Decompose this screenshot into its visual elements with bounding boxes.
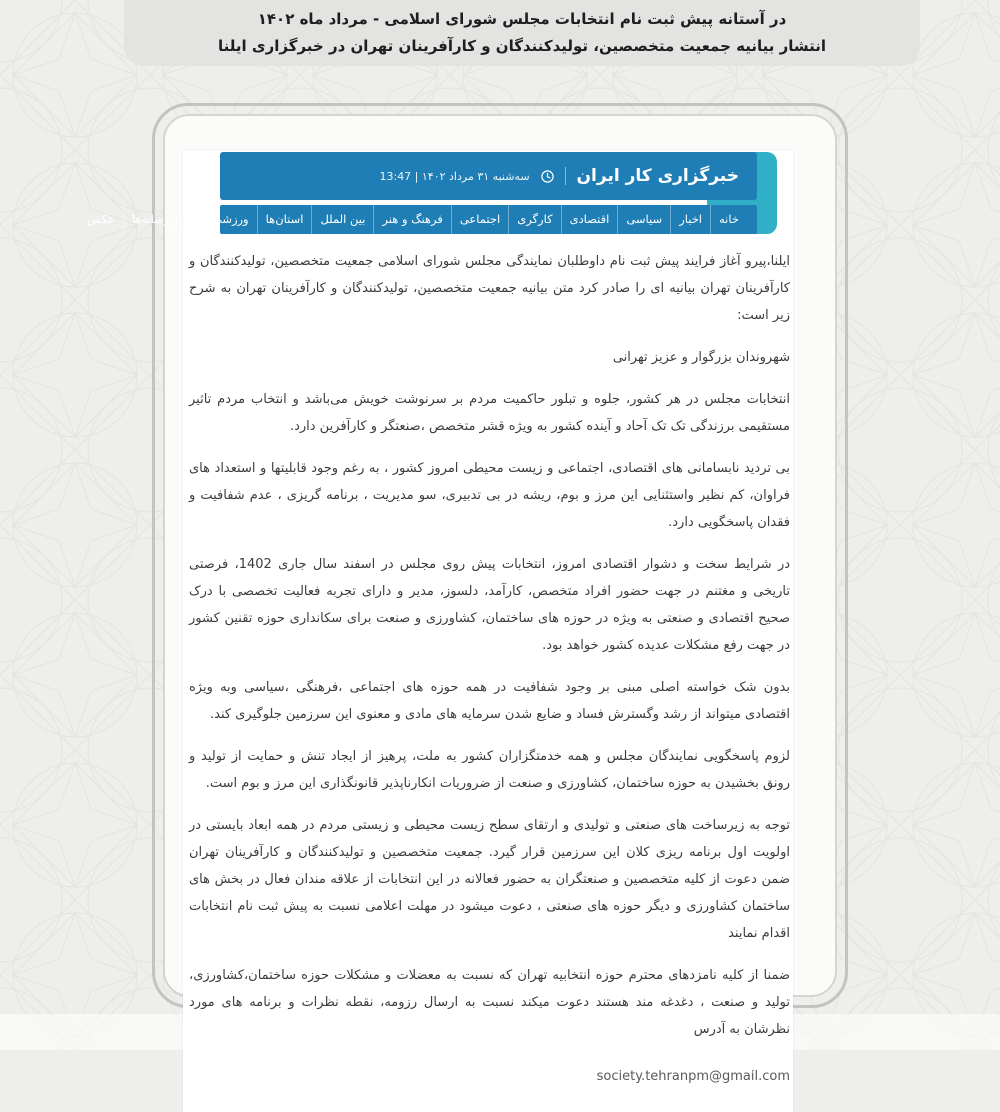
nav-item-economy[interactable]: اقتصادی	[561, 205, 618, 234]
article-paragraph: توجه به زیرساخت های صنعتی و تولیدی و ارتقای سطح زیست محیطی و زیستی مردم در همه ابعاد بایستی در اولویت اول برنامه ریزی کلان این سرزمین قرار گیرد. جمعیت متخصصین و تولیدکنندگان و کارآفرینان تهران ضمن دعوت از کلیه متخصصین و صنعتگران به حضور فعالانه در این انتخابات از علاقه مندان فعال در بخش های ساختمان کشاورزی و دیگر حوزه های صنعتی ، دعوت میشود در مهلت اعلامی نسبت به پیش ثبت نام انتخابات اقدام نمایند	[189, 818, 790, 941]
article-paragraph: بی تردید نابسامانی های اقتصادی، اجتماعی و زیست محیطی امروز کشور ، به رغم وجود قابلیتها و استعداد های فراوان، کم نظیر واستثنایی این مرز و بوم، ریشه در بی تدبیری، سو مدیریت ، برنامه گریزی ، عدم شفافیت و فقدان پاسخگویی دارد.	[189, 461, 790, 530]
nav-item-home[interactable]: خانه	[710, 205, 747, 234]
top-banner	[124, 0, 920, 66]
article-paragraph: ایلنا،پیرو آغاز فرایند پیش ثبت نام داوطلبان نمایندگی مجلس شورای اسلامی جمعیت متخصصین، تولیدکنندگان و کارآفرینان تهران بیانیه ای را صادر کرد متن بیانیه جمعیت متخصصین، تولیدکنندگان و کارآفرینان تهران به شرح زیر است:	[189, 254, 790, 323]
nav-item-provinces[interactable]: استان‌ها	[257, 205, 312, 234]
nav-item-politics[interactable]: سیاسی	[617, 205, 670, 234]
article-paragraph: بدون شک خواسته اصلی مبنی بر وجود شفافیت در همه حوزه های اجتماعی ،فرهنگی ،سیاسی وبه ویژه اقتصادی میتواند از رشد وگسترش فساد و ضایع شدن سرمایه های مادی و معنوی این سرزمین جلوگیری کند.	[189, 680, 790, 722]
clock-icon	[541, 170, 554, 183]
banner-line-1: در آستانه پیش ثبت نام انتخابات مجلس شورای اسلامی - مرداد ماه ۱۴۰۲	[257, 10, 787, 29]
site-masthead	[220, 152, 757, 200]
main-navigation	[86, 205, 757, 234]
article-paragraph: لزوم پاسخگویی نمایندگان مجلس و همه خدمتگزاران کشور به ملت، پرهیز از ایجاد تنش و حمایت از تولید و رونق بخشیدن به حوزه ساختمان، کشاورزی و صنعت از ضروریات انکارناپذیر قانونگذاری این مرز و بوم است.	[189, 749, 790, 791]
contact-email[interactable]: society.tehranpm@gmail.com	[596, 1069, 790, 1084]
nav-item-other-media[interactable]: سایر رسانه‌ها	[123, 205, 204, 234]
article-datetime: سه‌شنبه ۳۱ مرداد ۱۴۰۲ | 13:47	[379, 169, 530, 183]
article-paragraph: انتخابات مجلس در هر کشور، جلوه و تبلور حاکمیت مردم بر سرنوشت خویش می‌باشد و انتخاب مردم تاثیر مستقیمی برزندگی تک تک آحاد و آینده کشور به ویژه قشر متخصص ،صنعتگر و کارآفرین دارد.	[189, 392, 790, 434]
site-title[interactable]: خبرگزاری کار ایران	[576, 166, 739, 186]
banner-line-2: انتشار بیانیه جمعیت متخصصین، تولیدکنندگان و کارآفرینان تهران در خبرگزاری ایلنا	[218, 36, 827, 55]
nav-item-labor[interactable]: کارگری	[508, 205, 560, 234]
nav-item-photo[interactable]: عکس	[86, 212, 115, 226]
nav-item-culture-art[interactable]: فرهنگ و هنر	[373, 205, 450, 234]
nav-item-sports[interactable]: ورزشی	[204, 205, 257, 234]
webpage-screenshot	[86, 150, 793, 1112]
article-paragraph: در شرایط سخت و دشوار اقتصادی امروز، انتخابات پیش روی مجلس در اسفند سال جاری 1402، فرصتی تاریخی و مغتنم در جهت حضور افراد متخصص، کارآمد، دلسوز، مدیر و دارای تجربه فعالیت تخصصی با درک صحیح اقتصادی و صنعتی به ویژه در حوزه های ساختمان، کشاورزی و صنعت برای سکانداری حوزه تقنین کشور در جهت رفع مشکلات عدیده کشور خواهد بود.	[189, 557, 791, 653]
nav-item-social[interactable]: اجتماعی	[451, 205, 508, 234]
article-paragraph: شهروندان بزرگوار و عزیز تهرانی	[612, 350, 790, 365]
article-paragraph: ضمنا از کلیه نامزدهای محترم حوزه انتخابیه تهران که نسبت به معضلات و مشکلات حوزه ساختمان،کشاورزی، تولید و صنعت ، دغدغه مند هستند دعوت میکند نسبت به ارسال رزومه، نقطه نظرات و برنامه های مورد نظرشان به آدرس	[189, 968, 790, 1037]
masthead-divider	[565, 167, 566, 185]
article-body	[189, 248, 790, 1043]
nav-item-news[interactable]: اخبار	[670, 205, 710, 234]
nav-item-international[interactable]: بین الملل	[311, 205, 373, 234]
